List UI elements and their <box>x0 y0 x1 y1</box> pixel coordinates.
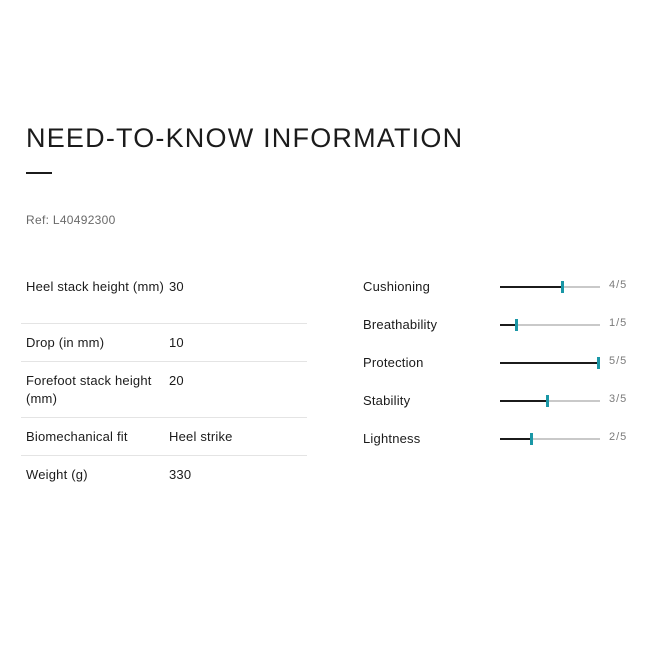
page-title: NEED-TO-KNOW INFORMATION <box>26 123 464 153</box>
rating-protection <box>363 352 638 390</box>
rating-track <box>500 362 600 364</box>
spec-value: 10 <box>169 335 184 350</box>
rating-marker <box>515 319 518 331</box>
rating-stability <box>363 390 638 428</box>
rating-lightness <box>363 428 638 466</box>
spec-value: 330 <box>169 467 192 482</box>
rating-cushioning <box>363 276 638 314</box>
rating-track <box>500 286 600 288</box>
reference-number: Ref: L40492300 <box>26 213 116 227</box>
rating-marker <box>546 395 549 407</box>
spec-row <box>21 268 307 324</box>
rating-label: Protection <box>363 355 424 370</box>
spec-value: 30 <box>169 279 184 294</box>
spec-label: Biomechanical fit <box>26 429 128 444</box>
rating-fill <box>500 400 547 402</box>
rating-label: Stability <box>363 393 411 408</box>
rating-fill <box>500 362 598 364</box>
spec-row <box>21 418 307 456</box>
spec-label: Heel stack height (mm) <box>26 279 165 294</box>
spec-row <box>21 324 307 362</box>
rating-track <box>500 400 600 402</box>
spec-row <box>21 456 307 494</box>
spec-value: Heel strike <box>169 429 233 444</box>
title-underline <box>26 172 52 174</box>
specs-table <box>21 268 307 494</box>
rating-label: Cushioning <box>363 279 431 294</box>
rating-fill <box>500 286 562 288</box>
spec-label: Weight (g) <box>26 467 88 482</box>
rating-score: 1/5 <box>609 317 628 329</box>
rating-track <box>500 324 600 326</box>
rating-marker <box>561 281 564 293</box>
rating-breathability <box>363 314 638 352</box>
rating-score: 2/5 <box>609 431 628 443</box>
spec-value: 20 <box>169 373 184 388</box>
rating-score: 5/5 <box>609 355 628 367</box>
rating-fill <box>500 438 531 440</box>
rating-fill <box>500 324 516 326</box>
rating-label: Breathability <box>363 317 438 332</box>
spec-label: Drop (in mm) <box>26 335 105 350</box>
rating-marker <box>597 357 600 369</box>
spec-label: Forefoot stack height (mm) <box>26 373 152 406</box>
rating-score: 3/5 <box>609 393 628 405</box>
rating-label: Lightness <box>363 431 421 446</box>
rating-track <box>500 438 600 440</box>
rating-marker <box>530 433 533 445</box>
ratings-panel <box>363 276 638 466</box>
spec-row <box>21 362 307 418</box>
rating-score: 4/5 <box>609 279 628 291</box>
